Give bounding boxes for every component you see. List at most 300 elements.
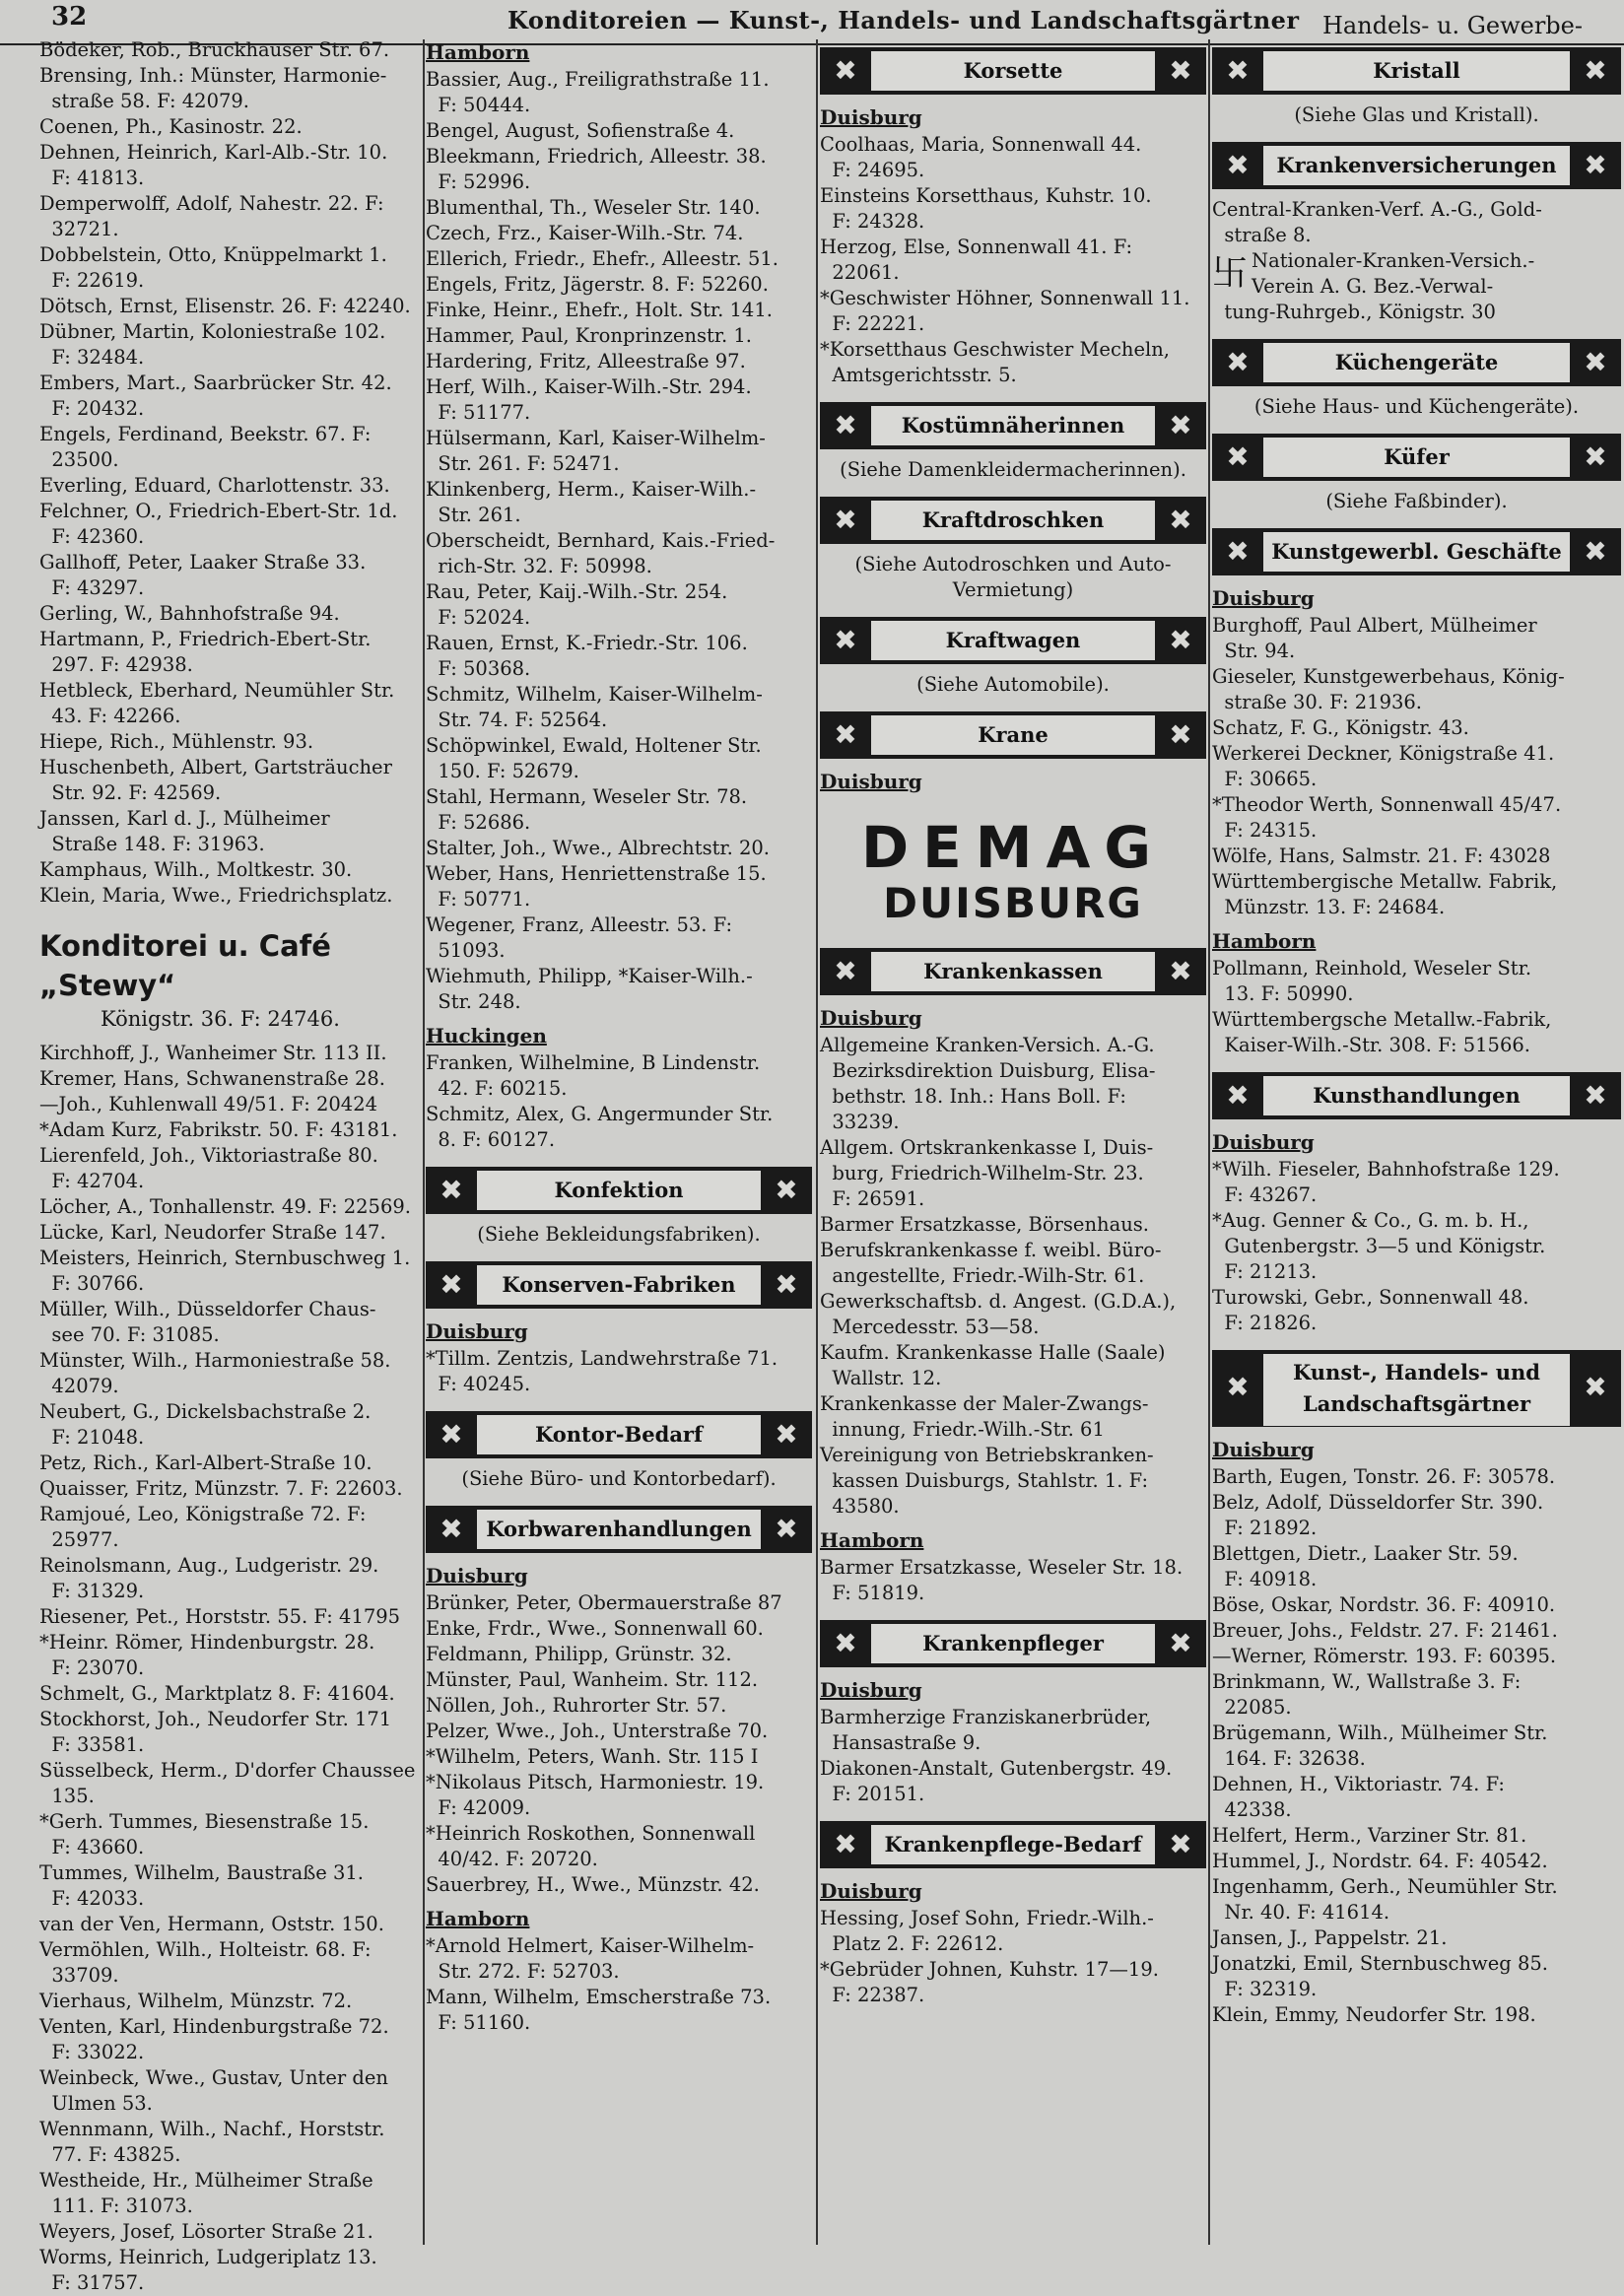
directory-entry: 42338.	[1212, 1798, 1292, 1821]
directory-entry: burg, Friedrich-Wilhelm-Str. 23.	[820, 1162, 1144, 1184]
directory-entry: 23500.	[39, 448, 119, 471]
category-heading: ✖ Kontor-Bedarf ✖	[426, 1411, 812, 1458]
directory-entry: Dehnen, H., Viktoriastr. 74. F:	[1212, 1773, 1505, 1795]
directory-entry: 111. F: 31073.	[39, 2195, 193, 2217]
cross-reference: (Siehe Faßbinder).	[1325, 490, 1508, 512]
ornament-icon: ✖	[1226, 54, 1250, 87]
directory-entry: Schmitz, Wilhelm, Kaiser-Wilhelm-	[426, 683, 763, 706]
directory-entry: F: 40245.	[426, 1373, 531, 1395]
ornament-icon: ✖	[440, 1268, 463, 1301]
cross-reference: (Siehe Glas und Kristall).	[1294, 103, 1539, 126]
directory-entry: *Heinr. Römer, Hindenburgstr. 28.	[39, 1631, 375, 1654]
directory-entry: Württembergsche Metallw.-Fabrik,	[1212, 1008, 1552, 1031]
ornament-icon: ✖	[834, 718, 857, 751]
entry-list	[1212, 613, 1621, 920]
directory-entry: Demperwolff, Adolf, Nahestr. 22. F:	[39, 192, 384, 215]
directory-entry: Vereinigung von Betriebskranken-	[820, 1444, 1154, 1466]
directory-entry: F: 22387.	[820, 1984, 925, 2006]
directory-entry: F: 33581.	[39, 1733, 145, 1756]
directory-entry: Kaiser-Wilh.-Str. 308. F: 51566.	[1212, 1034, 1530, 1056]
directory-entry: Brensing, Inh.: Münster, Harmonie-	[39, 64, 387, 87]
directory-entry: Berufskrankenkasse f. weibl. Büro-	[820, 1239, 1162, 1261]
entry-list	[820, 1906, 1206, 2008]
directory-entry: straße 58. F: 42079.	[39, 90, 249, 112]
ornament-icon: ✖	[834, 1627, 857, 1659]
entry-list	[1212, 197, 1621, 248]
directory-entry: 13. F: 50990.	[1212, 982, 1354, 1005]
ornament-icon: ✖	[1226, 440, 1250, 473]
directory-entry: F: 41813.	[39, 167, 145, 189]
directory-entry: van der Ven, Hermann, Oststr. 150.	[39, 1913, 384, 1935]
directory-entry: Herf, Wilh., Kaiser-Wilh.-Str. 294.	[426, 375, 752, 398]
directory-entry: F: 21048.	[39, 1426, 145, 1449]
directory-entry: see 70. F: 31085.	[39, 1323, 220, 1346]
directory-entry: *Geschwister Höhner, Sonnenwall 11.	[820, 287, 1190, 309]
directory-entry: Bassier, Aug., Freiligrathstraße 11.	[426, 68, 770, 91]
directory-entry: Gallhoff, Peter, Laaker Straße 33.	[39, 551, 367, 574]
directory-entry: Brügemann, Wilh., Mülheimer Str.	[1212, 1722, 1548, 1744]
directory-entry: straße 8.	[1212, 224, 1312, 246]
cross-reference: (Siehe Bekleidungsfabriken).	[477, 1223, 761, 1246]
directory-entry: Klein, Maria, Wwe., Friedrichsplatz.	[39, 884, 393, 907]
directory-entry: 42. F: 60215.	[426, 1077, 568, 1100]
directory-entry: F: 43267.	[1212, 1183, 1318, 1206]
directory-entry: Barmherzige Franziskanerbrüder,	[820, 1706, 1152, 1728]
category-heading: ✖ Krane ✖	[820, 711, 1206, 759]
directory-entry: Weyers, Josef, Lösorter Straße 21.	[39, 2220, 373, 2243]
directory-entry: *Tillm. Zentzis, Landwehrstraße 71.	[426, 1347, 778, 1370]
column-divider	[423, 39, 425, 2245]
directory-entry: *Adam Kurz, Fabrikstr. 50. F: 43181.	[39, 1118, 398, 1141]
category-heading: ✖ Korsette ✖	[820, 47, 1206, 95]
column-4	[1212, 37, 1621, 2245]
ad-address: Königstr. 36. F: 24746.	[101, 1007, 340, 1031]
ornament-icon: ✖	[1226, 1371, 1250, 1403]
directory-entry: Feldmann, Philipp, Grünstr. 32.	[426, 1643, 732, 1665]
directory-entry: *Wilhelm, Peters, Wanh. Str. 115 I	[426, 1745, 759, 1768]
directory-entry: F: 31329.	[39, 1580, 145, 1602]
directory-entry: Lücke, Karl, Neudorfer Straße 147.	[39, 1221, 386, 1244]
directory-entry: Franken, Wilhelmine, B Lindenstr.	[426, 1051, 761, 1074]
directory-entry: Schmitz, Alex, G. Angermunder Str.	[426, 1103, 774, 1125]
entry-list	[820, 1705, 1206, 1807]
directory-entry: Engels, Ferdinand, Beekstr. 67. F:	[39, 423, 372, 445]
ornament-icon: ✖	[775, 1268, 798, 1301]
directory-entry: Str. 261.	[426, 504, 521, 526]
directory-entry: F: 33022.	[39, 2041, 145, 2063]
directory-entry: Allgem. Ortskrankenkasse I, Duis-	[820, 1136, 1154, 1159]
directory-entry: 43. F: 42266.	[39, 705, 181, 727]
directory-entry: F: 52024.	[426, 606, 531, 629]
category-heading: ✖ Küchengeräte ✖	[1212, 339, 1621, 386]
directory-entry: Straße 148. F: 31963.	[39, 833, 265, 855]
directory-entry: Brünker, Peter, Obermauerstraße 87	[426, 1591, 782, 1614]
directory-entry: Coolhaas, Maria, Sonnenwall 44.	[820, 133, 1142, 156]
city-heading: Duisburg	[1212, 1130, 1315, 1154]
column-divider	[1208, 39, 1210, 2245]
directory-entry: Blettgen, Dietr., Laaker Str. 59.	[1212, 1542, 1519, 1565]
directory-entry: Str. 92. F: 42569.	[39, 781, 222, 804]
directory-entry: 25977.	[39, 1528, 119, 1551]
directory-entry: F: 52996.	[426, 170, 531, 193]
directory-entry: Wallstr. 12.	[820, 1367, 942, 1389]
directory-entry: 297. F: 42938.	[39, 653, 193, 676]
directory-entry: Diakonen-Anstalt, Gutenbergstr. 49.	[820, 1757, 1173, 1780]
directory-entry: rich-Str. 32. F: 50998.	[426, 555, 652, 577]
directory-entry: Verein A. G. Bez.-Verwal-	[1252, 275, 1494, 298]
directory-entry: Oberscheidt, Bernhard, Kais.-Fried-	[426, 529, 776, 552]
directory-entry: Blumenthal, Th., Weseler Str. 140.	[426, 196, 761, 219]
directory-entry: Rau, Peter, Kaij.-Wilh.-Str. 254.	[426, 580, 728, 603]
page-title: Konditoreien — Kunst-, Handels- und Landschaftsgärtner	[508, 6, 1300, 34]
directory-entry: Hansastraße 9.	[820, 1731, 981, 1754]
directory-entry: Platz 2. F: 22612.	[820, 1932, 1004, 1955]
directory-entry: Kirchhoff, J., Wanheimer Str. 113 II.	[39, 1042, 387, 1064]
city-heading: Duisburg	[820, 1879, 922, 1903]
directory-entry: Kaufm. Krankenkasse Halle (Saale)	[820, 1341, 1166, 1364]
ornament-icon: ✖	[775, 1418, 798, 1451]
directory-entry: Meisters, Heinrich, Sternbuschweg 1.	[39, 1247, 411, 1269]
ornament-icon: ✖	[1226, 346, 1250, 378]
ornament-icon: ✖	[834, 504, 857, 536]
directory-entry: Wiehmuth, Philipp, *Kaiser-Wilh.-	[426, 965, 753, 987]
ornament-icon: ✖	[834, 955, 857, 987]
entry-list	[1212, 956, 1621, 1058]
directory-entry: 22061.	[820, 261, 900, 284]
ornament-icon: ✖	[1584, 535, 1607, 568]
ornament-icon: ✖	[1584, 440, 1607, 473]
entry-list	[426, 1050, 812, 1153]
category-heading: ✖ Kraftwagen ✖	[820, 617, 1206, 664]
column-1	[39, 37, 422, 2294]
directory-entry: F: 22221.	[820, 312, 925, 335]
directory-entry: Löcher, A., Tonhallenstr. 49. F: 22569.	[39, 1195, 411, 1218]
directory-entry: Gerling, W., Bahnhofstraße 94.	[39, 602, 340, 625]
directory-entry: straße 30. F: 21936.	[1212, 691, 1422, 713]
category-heading: ✖ Konserven-Fabriken ✖	[426, 1261, 812, 1309]
ornament-icon: ✖	[834, 1828, 857, 1860]
city-heading: Duisburg	[820, 105, 922, 129]
city-heading: Huckingen	[426, 1024, 547, 1047]
entry-list	[1212, 1157, 1621, 1336]
city-heading: Duisburg	[426, 1319, 528, 1343]
directory-entry: Hiepe, Rich., Mühlenstr. 93.	[39, 730, 314, 753]
directory-entry: Str. 74. F: 52564.	[426, 709, 608, 731]
category-heading: ✖ Kunstgewerbl. Geschäfte ✖	[1212, 528, 1621, 575]
directory-entry: Einsteins Korsetthaus, Kuhstr. 10.	[820, 184, 1152, 207]
directory-entry: F: 43660.	[39, 1836, 145, 1858]
category-heading: ✖ Korbwarenhandlungen ✖	[426, 1506, 812, 1553]
demag-logo-line: DEMAG	[861, 814, 1165, 881]
directory-entry: bethstr. 18. Inh.: Hans Boll. F:	[820, 1085, 1126, 1108]
entry-list	[820, 132, 1206, 388]
directory-entry: Engels, Fritz, Jägerstr. 8. F: 52260.	[426, 273, 769, 296]
directory-entry: Mann, Wilhelm, Emscherstraße 73.	[426, 1986, 772, 2008]
directory-entry: Wegener, Franz, Alleestr. 53. F:	[426, 913, 733, 936]
directory-entry: F: 43297.	[39, 576, 145, 599]
directory-entry: F: 23070.	[39, 1656, 145, 1679]
directory-entry: Münster, Wilh., Harmoniestraße 58.	[39, 1349, 391, 1372]
city-heading: Duisburg	[426, 1564, 528, 1587]
directory-entry: Riesener, Pet., Horststr. 55. F: 41795	[39, 1605, 401, 1628]
directory-entry: Dehnen, Heinrich, Karl-Alb.-Str. 10.	[39, 141, 388, 164]
directory-entry: Helfert, Herm., Varziner Str. 81.	[1212, 1824, 1527, 1847]
ornament-icon: ✖	[440, 1513, 463, 1545]
directory-entry: Westheide, Hr., Mülheimer Straße	[39, 2169, 373, 2192]
directory-entry: 33709.	[39, 1964, 119, 1987]
cross-reference: (Siehe Büro- und Kontorbedarf).	[461, 1467, 777, 1490]
directory-entry: Petz, Rich., Karl-Albert-Straße 10.	[39, 1452, 372, 1474]
ornament-icon: ✖	[834, 409, 857, 441]
column-3	[820, 37, 1206, 2245]
directory-entry: F: 24328.	[820, 210, 925, 233]
city-heading: Hamborn	[426, 1907, 530, 1930]
entry-list	[426, 1346, 812, 1397]
directory-entry: Str. 272. F: 52703.	[426, 1960, 620, 1983]
category-heading: ✖ Kraftdroschken ✖	[820, 497, 1206, 544]
directory-entry: F: 42033.	[39, 1887, 145, 1910]
ornament-icon: ✖	[834, 624, 857, 656]
directory-entry: Jonatzki, Emil, Sternbuschweg 85.	[1212, 1952, 1548, 1975]
directory-entry: F: 50444.	[426, 94, 531, 116]
directory-entry: Hessing, Josef Sohn, Friedr.-Wilh.-	[820, 1907, 1154, 1929]
directory-entry: Neubert, G., Dickelsbachstraße 2.	[39, 1400, 372, 1423]
directory-entry: Finke, Heinr., Ehefr., Holt. Str. 141.	[426, 299, 773, 321]
directory-entry: F: 20432.	[39, 397, 145, 420]
category-heading: ✖ Krankenkassen ✖	[820, 948, 1206, 995]
directory-entry: kassen Duisburgs, Stahlstr. 1. F:	[820, 1469, 1149, 1492]
directory-entry: Gewerkschaftsb. d. Angest. (G.D.A.),	[820, 1290, 1177, 1313]
directory-entry: Bengel, August, Sofienstraße 4.	[426, 119, 735, 142]
directory-entry: Hardering, Fritz, Alleestraße 97.	[426, 350, 746, 372]
directory-entry: F: 42704.	[39, 1170, 145, 1192]
directory-entry: Werkerei Deckner, Königstraße 41.	[1212, 742, 1555, 765]
directory-entry: *Korsetthaus Geschwister Mecheln,	[820, 338, 1170, 361]
ornament-icon: ✖	[1169, 955, 1192, 987]
directory-entry: Stockhorst, Joh., Neudorfer Str. 171	[39, 1708, 392, 1730]
directory-entry: Str. 94.	[1212, 640, 1296, 662]
directory-entry: Pelzer, Wwe., Joh., Unterstraße 70.	[426, 1720, 769, 1742]
directory-entry: 33239.	[820, 1111, 900, 1133]
emblem-icon: 卐	[1212, 253, 1249, 294]
directory-entry: Bezirksdirektion Duisburg, Elisa-	[820, 1059, 1156, 1082]
column-divider	[816, 39, 818, 2245]
directory-entry: Venten, Karl, Hindenburgstraße 72.	[39, 2015, 389, 2038]
directory-entry: Schöpwinkel, Ewald, Holtener Str.	[426, 734, 762, 757]
directory-entry: 22085.	[1212, 1696, 1292, 1719]
entry-list	[426, 1590, 812, 1898]
directory-entry: F: 21213.	[1212, 1260, 1318, 1283]
directory-entry: Weinbeck, Wwe., Gustav, Unter den	[39, 2066, 388, 2089]
directory-entry: F: 21826.	[1212, 1312, 1318, 1334]
ornament-icon: ✖	[1226, 149, 1250, 181]
directory-entry: Kamphaus, Wilh., Moltkestr. 30.	[39, 858, 353, 881]
directory-entry: Rauen, Ernst, K.-Friedr.-Str. 106.	[426, 632, 748, 654]
directory-entry: tung-Ruhrgeb., Königstr. 30	[1212, 301, 1496, 323]
directory-entry: Hülsermann, Karl, Kaiser-Wilhelm-	[426, 427, 766, 449]
ornament-icon: ✖	[440, 1174, 463, 1206]
directory-entry: F: 51177.	[426, 401, 531, 424]
directory-entry: Lierenfeld, Joh., Viktoriastraße 80.	[39, 1144, 378, 1167]
directory-entry: Dübner, Martin, Koloniestraße 102.	[39, 320, 386, 343]
directory-entry: Barth, Eugen, Tonstr. 26. F: 30578.	[1212, 1465, 1556, 1488]
directory-entry: Barmer Ersatzkasse, Weseler Str. 18.	[820, 1556, 1184, 1579]
directory-entry: *Wilh. Fieseler, Bahnhofstraße 129.	[1212, 1158, 1560, 1181]
directory-entry: F: 50368.	[426, 657, 531, 680]
directory-entry: Süsselbeck, Herm., D'dorfer Chaussee	[39, 1759, 416, 1782]
directory-entry: Bleekmann, Friedrich, Alleestr. 38.	[426, 145, 767, 168]
directory-entry: Herzog, Else, Sonnenwall 41. F:	[820, 236, 1133, 258]
city-heading: Duisburg	[820, 770, 922, 793]
directory-entry: Müller, Wilh., Düsseldorfer Chaus-	[39, 1298, 376, 1320]
directory-entry: 135.	[39, 1785, 95, 1807]
directory-entry: Nöllen, Joh., Ruhrorter Str. 57.	[426, 1694, 727, 1717]
directory-entry: 51093.	[426, 939, 506, 962]
directory-entry: Bödeker, Rob., Bruckhauser Str. 67.	[39, 38, 390, 61]
directory-entry: Coenen, Ph., Kasinostr. 22.	[39, 115, 303, 138]
directory-entry: Czech, Frz., Kaiser-Wilh.-Str. 74.	[426, 222, 744, 244]
entry-list-a	[39, 37, 422, 909]
directory-entry: innung, Friedr.-Wilh.-Str. 61	[820, 1418, 1105, 1441]
directory-entry: Barmer Ersatzkasse, Börsenhaus.	[820, 1213, 1149, 1236]
directory-entry: *Aug. Genner & Co., G. m. b. H.,	[1212, 1209, 1529, 1232]
directory-entry: 43580.	[820, 1495, 900, 1518]
directory-entry: F: 21892.	[1212, 1517, 1318, 1539]
directory-entry: *Theodor Werth, Sonnenwall 45/47.	[1212, 793, 1562, 816]
city-heading: Hamborn	[820, 1528, 924, 1552]
cross-reference: (Siehe Automobile).	[916, 673, 1110, 696]
ornament-icon: ✖	[1584, 346, 1607, 378]
ornament-icon: ✖	[1584, 54, 1607, 87]
directory-entry: Burghoff, Paul Albert, Mülheimer	[1212, 614, 1537, 637]
ornament-icon: ✖	[1169, 624, 1192, 656]
directory-entry: 164. F: 32638.	[1212, 1747, 1366, 1770]
directory-entry: Brinkmann, W., Wallstraße 3. F:	[1212, 1670, 1522, 1693]
demag-city-line: DUISBURG	[883, 879, 1143, 927]
category-heading: ✖ Kristall ✖	[1212, 47, 1621, 95]
directory-entry: Central-Kranken-Verf. A.-G., Gold-	[1212, 198, 1542, 221]
insurer-with-emblem	[1212, 248, 1621, 300]
directory-entry: Nationaler-Kranken-Versich.-	[1252, 249, 1535, 272]
directory-entry: F: 52686.	[426, 811, 531, 834]
category-heading: ✖ Krankenpfleger ✖	[820, 1620, 1206, 1667]
directory-entry: Böse, Oskar, Nordstr. 36. F: 40910.	[1212, 1593, 1556, 1616]
directory-entry: Ellerich, Friedr., Ehefr., Alleestr. 51.	[426, 247, 778, 270]
ornament-icon: ✖	[1584, 1371, 1607, 1403]
directory-entry: Worms, Heinrich, Ludgeriplatz 13.	[39, 2246, 377, 2268]
category-heading: ✖ Krankenpflege-Bedarf ✖	[820, 1821, 1206, 1868]
directory-entry: Quaisser, Fritz, Münzstr. 7. F: 22603.	[39, 1477, 403, 1500]
directory-entry: Ingenhamm, Gerh., Neumühler Str.	[1212, 1875, 1558, 1898]
city-heading: Duisburg	[1212, 1438, 1315, 1461]
directory-entry: 42079.	[39, 1375, 119, 1397]
city-heading: Duisburg	[820, 1006, 922, 1030]
directory-entry: Dötsch, Ernst, Elisenstr. 26. F: 42240.	[39, 295, 411, 317]
directory-entry: Württembergische Metallw. Fabrik,	[1212, 870, 1558, 893]
directory-entry: Sauerbrey, H., Wwe., Münzstr. 42.	[426, 1873, 760, 1896]
directory-entry: Münster, Paul, Wanheim. Str. 112.	[426, 1668, 759, 1691]
directory-entry: Krankenkasse der Maler-Zwangs-	[820, 1392, 1149, 1415]
directory-entry: 8. F: 60127.	[426, 1128, 556, 1151]
directory-entry: *Heinrich Roskothen, Sonnenwall	[426, 1822, 756, 1845]
directory-entry: F: 50771.	[426, 888, 531, 911]
directory-entry: Stahl, Hermann, Weseler Str. 78.	[426, 785, 748, 808]
directory-entry: Stalter, Joh., Wwe., Albrechtstr. 20.	[426, 837, 771, 859]
directory-entry: F: 32319.	[1212, 1978, 1318, 2000]
ad-business-name: Konditorei u. Café „Stewy“	[39, 929, 331, 1002]
directory-entry: 77. F: 43825.	[39, 2143, 181, 2166]
directory-entry: Janssen, Karl d. J., Mülheimer	[39, 807, 330, 830]
entry-list	[1212, 1464, 1621, 2028]
category-heading: ✖ Kostümnäherinnen ✖	[820, 402, 1206, 449]
ornament-icon: ✖	[1169, 409, 1192, 441]
entry-list-b	[39, 1041, 422, 2296]
directory-entry: F: 20151.	[820, 1783, 925, 1805]
city-heading: Hamborn	[426, 40, 530, 64]
directory-entry: Str. 248.	[426, 990, 521, 1013]
directory-entry: Wennmann, Wilh., Nachf., Horststr.	[39, 2118, 385, 2140]
directory-entry: Pollmann, Reinhold, Weseler Str.	[1212, 957, 1532, 979]
ornament-icon: ✖	[1169, 504, 1192, 536]
directory-entry: Ulmen 53.	[39, 2092, 153, 2115]
directory-entry: Vermöhlen, Wilh., Holteistr. 68. F:	[39, 1938, 372, 1961]
city-heading: Duisburg	[1212, 586, 1315, 610]
directory-entry: —Werner, Römerstr. 193. F: 60395.	[1212, 1645, 1557, 1667]
ornament-icon: ✖	[1226, 1079, 1250, 1112]
directory-entry: 32721.	[39, 218, 119, 240]
directory-entry: F: 42009.	[426, 1796, 531, 1819]
directory-entry: Huschenbeth, Albert, Gartsträucher	[39, 756, 392, 778]
ornament-icon: ✖	[1584, 1079, 1607, 1112]
directory-entry: F: 40918.	[1212, 1568, 1318, 1590]
category-heading: ✖ Krankenversicherungen ✖	[1212, 142, 1621, 189]
directory-entry: Breuer, Johs., Feldstr. 27. F: 21461.	[1212, 1619, 1558, 1642]
directory-entry: Weber, Hans, Henriettenstraße 15.	[426, 862, 767, 885]
directory-entry: Dobbelstein, Otto, Knüppelmarkt 1.	[39, 243, 387, 266]
entry-list	[1252, 248, 1534, 300]
ornament-icon: ✖	[1169, 1828, 1192, 1860]
directory-entry: Münzstr. 13. F: 24684.	[1212, 896, 1446, 918]
directory-entry: Reinolsmann, Aug., Ludgeristr. 29.	[39, 1554, 379, 1577]
directory-entry: Klein, Emmy, Neudorfer Str. 198.	[1212, 2003, 1536, 2026]
directory-entry: F: 32484.	[39, 346, 145, 369]
directory-entry: *Arnold Helmert, Kaiser-Wilhelm-	[426, 1934, 755, 1957]
city-heading: Duisburg	[820, 1678, 922, 1702]
directory-entry: F: 51819.	[820, 1582, 925, 1604]
directory-entry: 40/42. F: 20720.	[426, 1848, 598, 1870]
directory-entry: Gutenbergstr. 3—5 und Königstr.	[1212, 1235, 1546, 1257]
category-heading: ✖ Küfer ✖	[1212, 434, 1621, 481]
ornament-icon: ✖	[1169, 1627, 1192, 1659]
entry-list	[820, 1555, 1206, 1606]
directory-entry: Klinkenberg, Herm., Kaiser-Wilh.-	[426, 478, 757, 501]
directory-entry: F: 42360.	[39, 525, 145, 548]
directory-entry: *Gebrüder Johnen, Kuhstr. 17—19.	[820, 1958, 1159, 1981]
directory-entry: F: 31757.	[39, 2271, 145, 2294]
directory-entry: Hummel, J., Nordstr. 64. F: 40542.	[1212, 1850, 1548, 1872]
ornament-icon: ✖	[775, 1174, 798, 1206]
directory-entry: Everling, Eduard, Charlottenstr. 33.	[39, 474, 390, 497]
directory-entry: F: 30766.	[39, 1272, 145, 1295]
entry-list	[820, 1033, 1206, 1519]
directory-entry: Enke, Frdr., Wwe., Sonnenwall 60.	[426, 1617, 764, 1640]
ornament-icon: ✖	[775, 1513, 798, 1545]
directory-entry: Hammer, Paul, Kronprinzenstr. 1.	[426, 324, 752, 347]
directory-entry: Felchner, O., Friedrich-Ebert-Str. 1d.	[39, 500, 398, 522]
directory-entry: —Joh., Kuhlenwall 49/51. F: 20424	[39, 1093, 378, 1115]
directory-entry: Wölfe, Hans, Salmstr. 21. F: 43028	[1212, 844, 1551, 867]
directory-entry: *Nikolaus Pitsch, Harmoniestr. 19.	[426, 1771, 765, 1793]
